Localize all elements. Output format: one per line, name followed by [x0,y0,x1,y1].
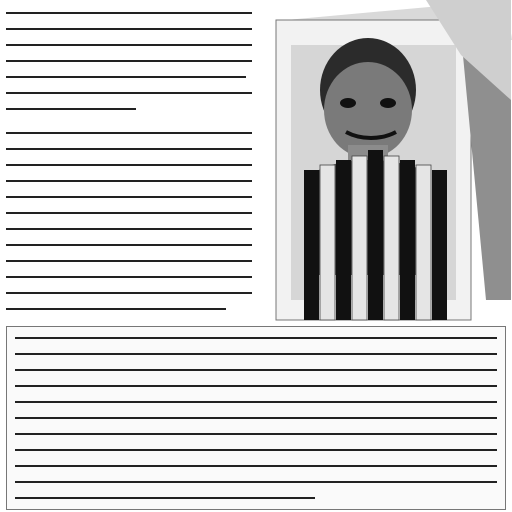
text-line [15,353,497,355]
text-line [6,28,252,30]
text-line [6,196,252,198]
text-line [6,92,252,94]
text-line [6,148,252,150]
text-line [6,308,226,310]
text-line [6,12,252,14]
text-line [15,385,497,387]
text-line [6,44,252,46]
text-line [15,337,497,339]
text-line [6,244,252,246]
text-line [15,465,497,467]
portrait-svg [256,0,512,330]
article-lower-text-block [6,326,506,510]
text-line [15,497,315,499]
text-line [15,433,497,435]
article-upper-text-column [6,4,256,326]
text-line [6,132,252,134]
text-line [6,60,252,62]
text-line [15,369,497,371]
lower-text-box [6,326,506,510]
text-line [15,401,497,403]
text-line [6,228,252,230]
text-line [6,76,246,78]
text-line [6,212,252,214]
text-line [6,292,252,294]
portrait-illustration [256,0,512,330]
text-line [6,276,252,278]
text-line [6,108,136,110]
text-line [6,164,252,166]
text-line [15,417,497,419]
text-line [6,180,252,182]
text-line [6,260,252,262]
pencil-stack [304,150,447,320]
text-line [15,481,497,483]
text-line [15,449,497,451]
